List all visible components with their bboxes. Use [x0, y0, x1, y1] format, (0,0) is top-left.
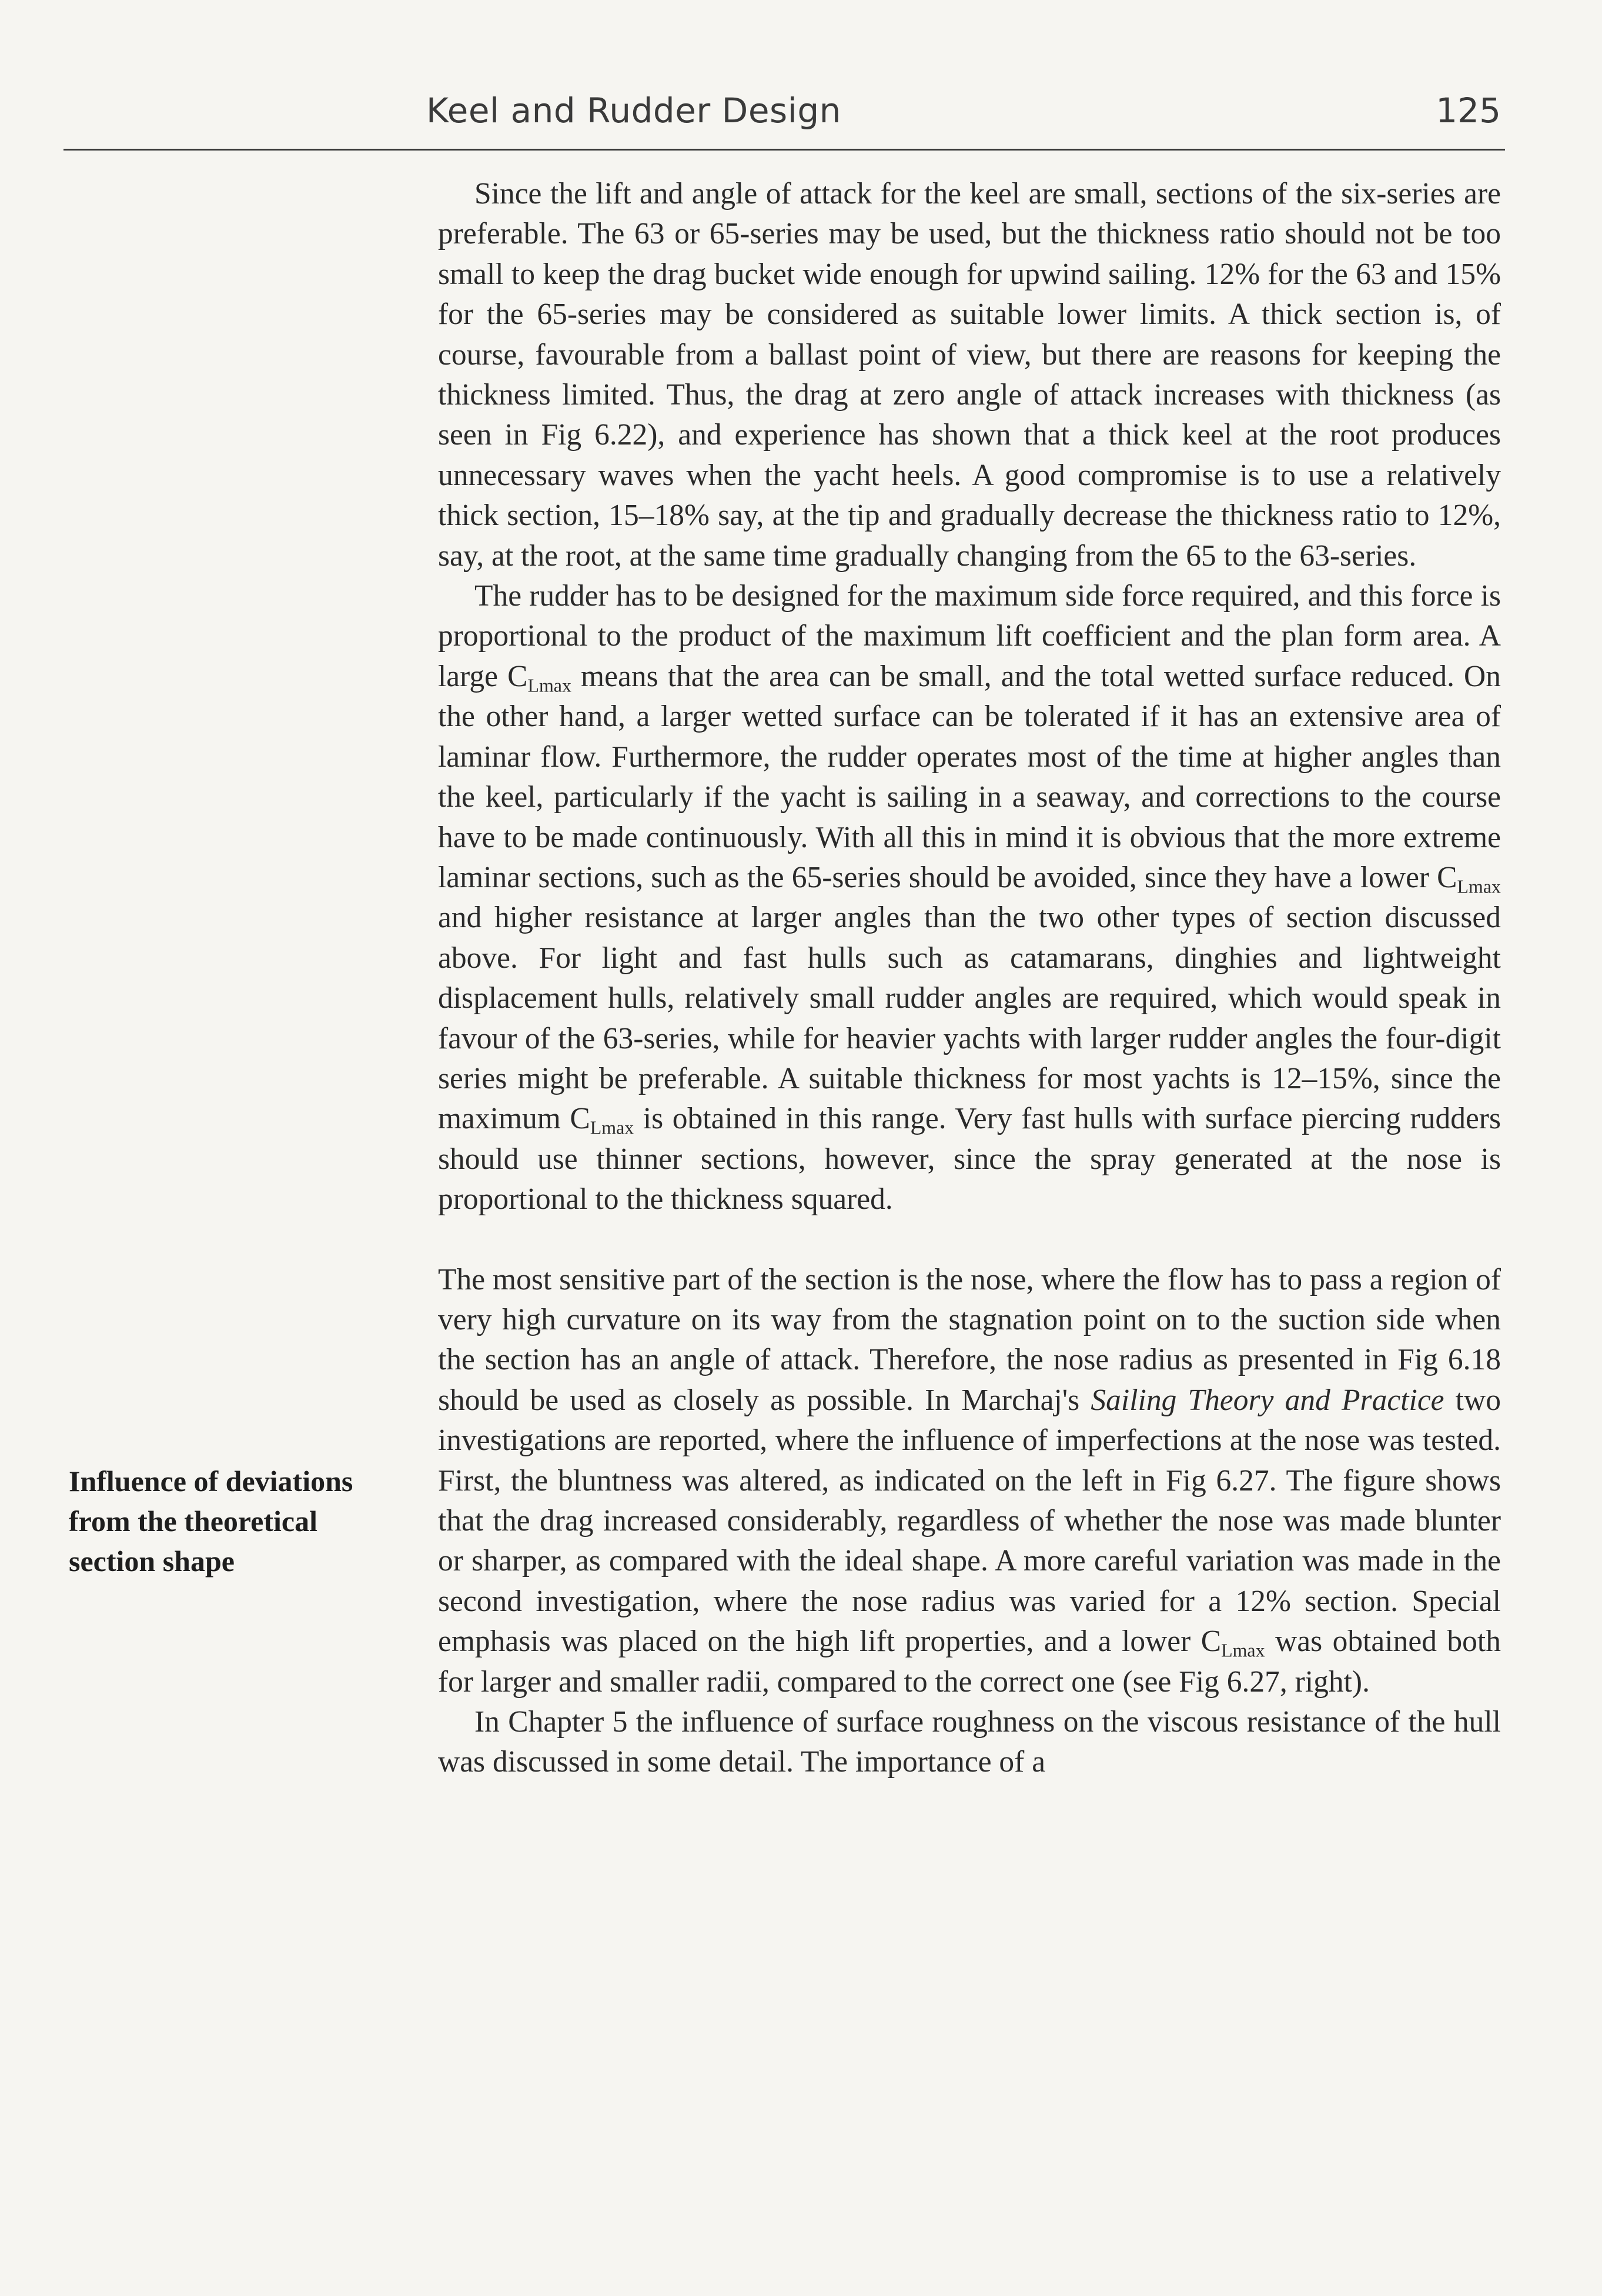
margin-heading: Influence of deviations from the theoretical section shape: [69, 1465, 353, 1578]
text-run: The most sensitive part of the section is the nose, where the flow has to pass a region of very high curvature on its way from the stagnation point on to the suction side when the section has an angle of attack. Therefore, the nose radius as presented in Fig 6.18 should be used as closely as possible. In Marchaj's: [438, 1262, 1501, 1417]
section-gap: [438, 1220, 1501, 1260]
text-run: means that the area can be small, and the total wetted surface reduced. On the other hand, a larger wetted surface can be tolerated if it has an extensive area of laminar flow. Furthermore, the rudder operates most of the time at higher angles than the keel, particularly if the yacht is sailing in a seaway, and corrections to the course have to be made continuously. With all this in mind it is obvious that the more extreme laminar sections, such as the 65-series should be avoided, since they have a lower C: [438, 659, 1501, 894]
paragraph-keel-sections: Since the lift and angle of attack for the keel are small, sections of the six-series are preferable. The 63 or 65-series may be used, but the thickness ratio should not be too small to keep the drag bucket wide enough for upwind sailing. 12% for the 63 and 15% for the 65-series may be considered as suitable lower limits. A thick section is, of course, favourable from a ballast point of view, but there are reasons for keeping the thickness limited. Thus, the drag at zero angle of attack increases with thickness (as seen in Fig 6.22), and experience has shown that a thick keel at the root produces unnecessary waves when the yacht heels. A good compromise is to use a relatively thick section, 15–18% say, at the tip and gradually decrease the thickness ratio to 12%, say, at the root, at the same time gradually changing from the 65 to the 63-series.: [438, 177, 1501, 573]
subscript-lmax: Lmax: [590, 1117, 634, 1138]
paragraph-rudder-design: [438, 576, 1501, 1220]
running-header-title: Keel and Rudder Design: [426, 91, 841, 131]
header-rule: [63, 149, 1505, 151]
text-run: was obtained both for larger and smaller radii, compared to the correct one (see Fig 6.27, right).: [438, 1625, 1501, 1699]
paragraph-nose-sensitivity: [438, 1260, 1501, 1702]
subscript-lmax: Lmax: [1221, 1640, 1265, 1661]
text-run: and higher resistance at larger angles than the two other types of section discussed above. For light and fast hulls such as catamarans, dinghies and lightweight displacement hulls, relatively small rudder angles are required, which would speak in favour of the 63-series, while for heavier yachts with larger rudder angles the four-digit series might be preferable. A suitable thickness for most yachts is 12–15%, since the maximum C: [438, 901, 1501, 1136]
subscript-lmax: Lmax: [1457, 876, 1501, 897]
text-run: is obtained in this range. Very fast hulls with surface piercing rudders should use thinner sections, however, since the spray generated at the nose is proportional to the thickness squared.: [438, 1102, 1501, 1216]
body-text-column: [438, 174, 1501, 1783]
subscript-lmax: Lmax: [527, 675, 571, 696]
book-title: Sailing Theory and Practice: [1091, 1383, 1444, 1417]
text-run: two investigations are reported, where the influence of imperfections at the nose was tested. First, the bluntness was altered, as indicated on the left in Fig 6.27. The figure shows that the drag increased considerably, regardless of whether the nose was made blunter or sharper, as compared with the ideal shape. A more careful variation was made in the second investigation, where the nose radius was varied for a 12% section. Special emphasis was placed on the high lift properties, and a lower C: [438, 1383, 1501, 1659]
paragraph-surface-roughness: In Chapter 5 the influence of surface roughness on the viscous resistance of the hull was discussed in some detail. The importance of a: [438, 1705, 1501, 1779]
page-number: 125: [1436, 91, 1501, 131]
text-run: The rudder has to be designed for the maximum side force required, and this force is proportional to the product of the maximum lift coefficient and the plan form area. A large C: [438, 579, 1501, 693]
